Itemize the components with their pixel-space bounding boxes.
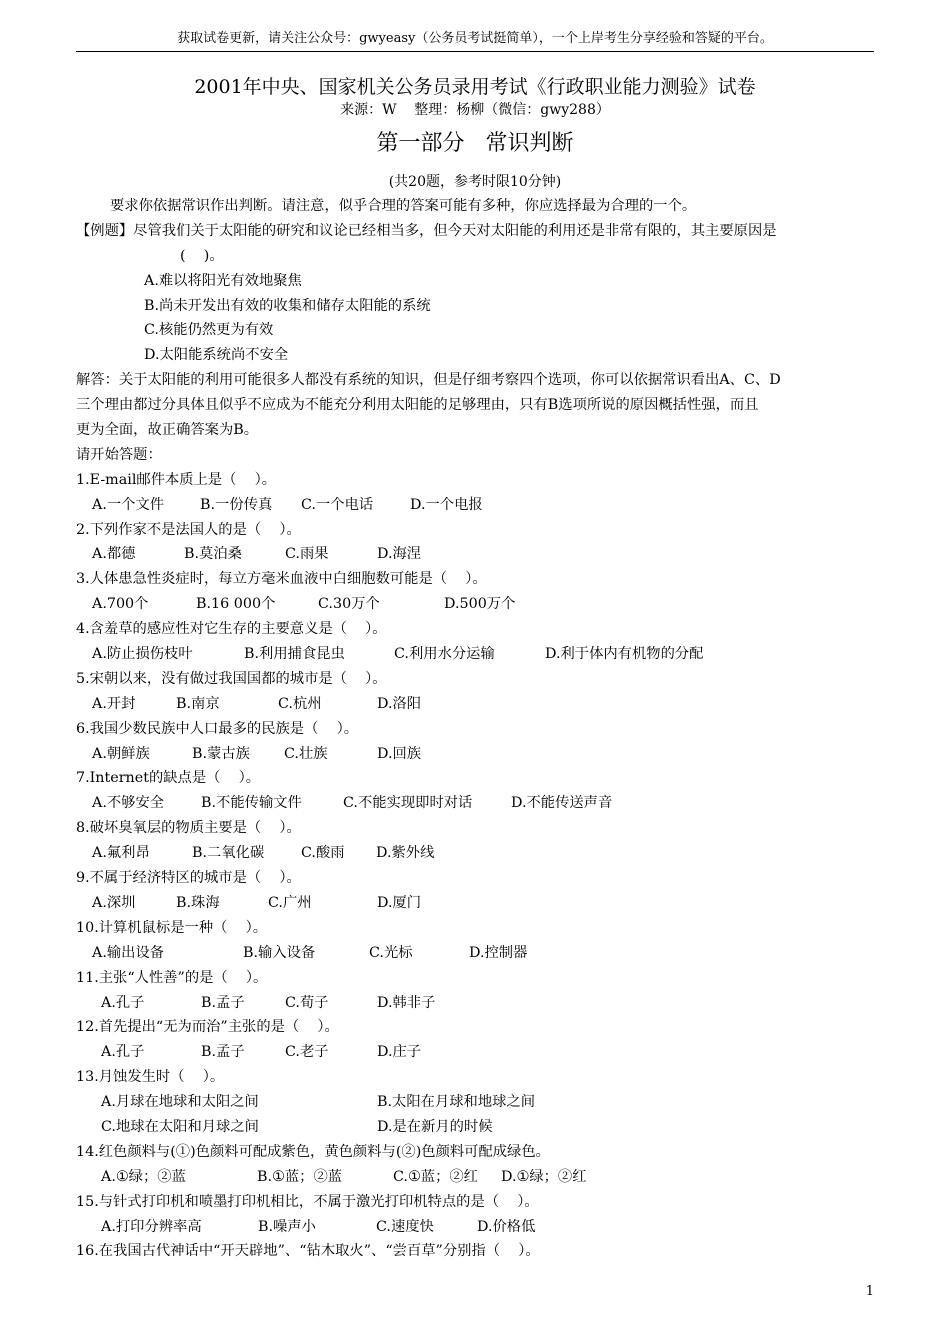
option-b: B.利用捕食昆虫 xyxy=(244,646,345,663)
option-c: C.广州 xyxy=(268,894,312,911)
option-d: D.海涅 xyxy=(377,546,422,563)
question-5-options xyxy=(76,692,876,717)
option-b: B.输入设备 xyxy=(243,944,316,961)
part-heading: 第一部分 常识判断 xyxy=(376,131,574,156)
page-number: 1 xyxy=(865,1284,874,1299)
question-4: 4.含羞草的感应性对它生存的主要意义是（ ）。 xyxy=(76,621,387,638)
option-b: B.①蓝；②蓝 xyxy=(257,1168,343,1185)
option-a: A.孔子 xyxy=(101,994,145,1011)
option-d: D.不能传送声音 xyxy=(511,795,613,812)
option-a: A.700个 xyxy=(92,596,149,613)
question-15-options xyxy=(76,1215,876,1240)
option-b: B.南京 xyxy=(176,695,220,712)
question-13: 13.月蚀发生时（ ）。 xyxy=(76,1069,225,1086)
option-a: A.氟利昂 xyxy=(92,845,150,862)
option-b: B.一份传真 xyxy=(200,496,273,513)
question-14: 14.红色颜料与(①)色颜料可配成紫色，黄色颜料与(②)色颜料可配成绿色。 xyxy=(76,1143,550,1160)
example-question-line-2: ( )。 xyxy=(180,247,224,264)
question-7-options xyxy=(76,791,876,816)
question-13-options-row-1 xyxy=(76,1090,876,1115)
question-7: 7.Internet的缺点是（ ）。 xyxy=(76,770,261,787)
option-d: D.500万个 xyxy=(444,596,516,613)
question-2: 2.下列作家不是法国人的是（ ）。 xyxy=(76,521,301,538)
option-c: C.光标 xyxy=(369,944,413,961)
option-b: B.二氧化碳 xyxy=(192,845,265,862)
question-14-options xyxy=(76,1165,876,1190)
option-c: C.酸雨 xyxy=(301,845,345,862)
question-4-options xyxy=(76,642,876,667)
example-answer-line-1: 解答：关于太阳能的利用可能很多人都没有系统的知识，但是仔细考察四个选项，你可以依据常识看出A、C、D xyxy=(76,372,781,389)
start-label: 请开始答题： xyxy=(76,446,162,463)
example-question-line-1: 【例题】尽管我们关于太阳能的研究和议论已经相当多，但今天对太阳能的利用还是非常有限的，其主要原因是 xyxy=(76,222,777,239)
option-a: A.都德 xyxy=(92,546,136,563)
question-1: 1.E-mail邮件本质上是（ ）。 xyxy=(76,471,277,488)
question-1-options xyxy=(76,493,876,518)
question-13-options-row-2 xyxy=(76,1115,876,1140)
question-16: 16.在我国古代神话中“开天辟地”、“钻木取火”、“尝百草”分别指（ ）。 xyxy=(76,1243,540,1260)
example-option-d: D.太阳能系统尚不安全 xyxy=(144,347,289,364)
option-d: D.紫外线 xyxy=(376,845,435,862)
instruction: 要求你依据常识作出判断。请注意，似乎合理的答案可能有多种，你应选择最为合理的一个。 xyxy=(110,198,697,214)
question-9-options xyxy=(76,891,876,916)
example-answer-line-3: 更为全面，故正确答案为B。 xyxy=(76,422,259,439)
option-b: B.太阳在月球和地球之间 xyxy=(377,1094,536,1111)
question-5: 5.宋朝以来，没有做过我国国都的城市是（ ）。 xyxy=(76,670,387,687)
option-d: D.是在新月的时候 xyxy=(377,1118,493,1135)
option-d: D.价格低 xyxy=(477,1218,536,1235)
option-c: C.不能实现即时对话 xyxy=(343,795,473,812)
option-b: B.莫泊桑 xyxy=(184,546,242,563)
option-c: C.雨果 xyxy=(285,546,329,563)
option-c: C.①蓝；②红 xyxy=(393,1168,478,1185)
option-c: C.荀子 xyxy=(285,994,329,1011)
section-note: (共20题，参考时限10分钟) xyxy=(388,174,562,190)
option-b: B.孟子 xyxy=(201,994,245,1011)
question-9: 9.不属于经济特区的城市是（ ）。 xyxy=(76,870,301,887)
option-a: A.①绿；②蓝 xyxy=(101,1168,186,1185)
page-header: 获取试卷更新，请关注公众号：gwyeasy（公务员考试挺简单），一个上岸考生分享经验和答疑的平台。 xyxy=(177,31,773,46)
option-d: D.①绿；②红 xyxy=(501,1168,587,1185)
option-c: C.老子 xyxy=(285,1044,329,1061)
option-d: D.控制器 xyxy=(469,944,528,961)
question-6: 6.我国少数民族中人口最多的民族是（ ）。 xyxy=(76,720,359,737)
header-rule xyxy=(76,51,874,52)
question-11: 11.主张“人性善”的是（ ）。 xyxy=(76,969,268,986)
option-d: D.洛阳 xyxy=(377,695,422,712)
option-b: B.孟子 xyxy=(201,1044,245,1061)
option-a: A.一个文件 xyxy=(92,496,165,513)
option-b: B.噪声小 xyxy=(258,1218,316,1235)
option-c: C.壮族 xyxy=(284,745,328,762)
option-c: C.利用水分运输 xyxy=(394,646,495,663)
option-d: D.韩非子 xyxy=(377,994,436,1011)
option-a: A.输出设备 xyxy=(92,944,165,961)
option-a: A.打印分辨率高 xyxy=(101,1218,202,1235)
question-10-options xyxy=(76,941,876,966)
option-a: A.孔子 xyxy=(101,1044,145,1061)
option-a: A.月球在地球和太阳之间 xyxy=(101,1094,259,1111)
option-c: C.速度快 xyxy=(376,1218,434,1235)
example-option-a: A.难以将阳光有效地聚焦 xyxy=(144,272,302,289)
exam-title: 2001年中央、国家机关公务员录用考试《行政职业能力测验》试卷 xyxy=(194,76,756,98)
option-a: A.防止损伤枝叶 xyxy=(92,646,193,663)
option-c: C.杭州 xyxy=(278,695,322,712)
option-a: A.开封 xyxy=(92,695,136,712)
option-d: D.厦门 xyxy=(377,894,422,911)
example-answer-line-2: 三个理由都过分具体且似乎不应成为不能充分利用太阳能的足够理由，只有B选项所说的原因概括性强，而且 xyxy=(76,397,759,414)
question-11-options xyxy=(76,991,876,1016)
option-c: C.一个电话 xyxy=(301,496,374,513)
question-6-options xyxy=(76,742,876,767)
option-b: B.不能传输文件 xyxy=(201,795,302,812)
question-15: 15.与针式打印机和喷墨打印机相比，不属于激光打印机特点的是（ ）。 xyxy=(76,1193,539,1210)
example-option-c: C.核能仍然更为有效 xyxy=(144,322,274,339)
option-c: C.30万个 xyxy=(318,596,380,613)
question-8-options xyxy=(76,841,876,866)
question-12-options xyxy=(76,1040,876,1065)
question-3-options xyxy=(76,592,876,617)
option-a: A.朝鲜族 xyxy=(92,745,150,762)
example-option-b: B.尚未开发出有效的收集和储存太阳能的系统 xyxy=(144,297,431,314)
option-d: D.利于体内有机物的分配 xyxy=(545,646,704,663)
option-b: B.蒙古族 xyxy=(192,745,250,762)
question-10: 10.计算机鼠标是一种（ ）。 xyxy=(76,919,268,936)
option-b: B.珠海 xyxy=(176,894,220,911)
question-8: 8.破坏臭氧层的物质主要是（ ）。 xyxy=(76,820,301,837)
document-body xyxy=(76,194,876,1264)
question-12: 12.首先提出“无为而治”主张的是（ ）。 xyxy=(76,1019,339,1036)
question-2-options xyxy=(76,542,876,567)
option-a: A.深圳 xyxy=(92,894,136,911)
option-d: D.庄子 xyxy=(377,1044,422,1061)
option-d: D.回族 xyxy=(377,745,422,762)
option-c: C.地球在太阳和月球之间 xyxy=(101,1118,259,1135)
source-line: 来源：W 整理：杨柳（微信：gwy288） xyxy=(340,102,610,118)
option-a: A.不够安全 xyxy=(92,795,165,812)
question-3: 3.人体患急性炎症时，每立方毫米血液中白细胞数可能是（ ）。 xyxy=(76,571,487,588)
option-b: B.16 000个 xyxy=(196,596,276,613)
option-d: D.一个电报 xyxy=(410,496,483,513)
